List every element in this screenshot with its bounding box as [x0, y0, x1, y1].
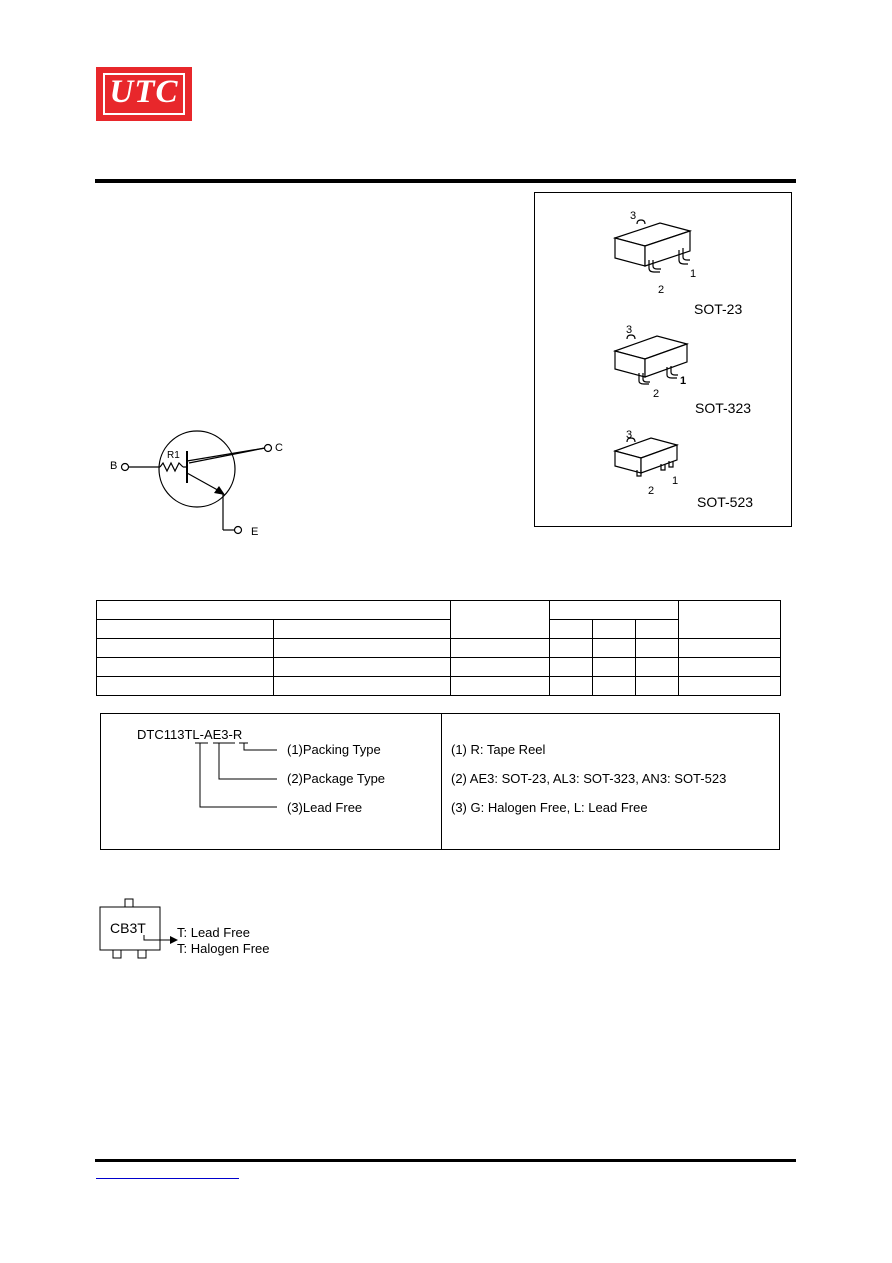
sot523-pin2: 2 [648, 485, 655, 497]
sot523-pin3: 3 [626, 429, 633, 441]
table-row [97, 677, 781, 696]
table-cell [550, 620, 593, 639]
table-cell [593, 620, 636, 639]
table-cell [97, 620, 274, 639]
base-label: B [110, 460, 118, 472]
sot23-pin1: 1 [690, 268, 697, 280]
sot323-pin2: 2 [653, 388, 660, 400]
ordering-table [96, 600, 781, 696]
part-code: DTC113TL-AE3-R [137, 727, 243, 742]
decode-lines [101, 714, 441, 851]
part-number-box [100, 713, 780, 850]
sot323-label: SOT-323 [695, 400, 752, 416]
resistor-label: R1 [167, 450, 180, 461]
note-packing: (1) R: Tape Reel [451, 742, 546, 757]
footer-link[interactable] [96, 1178, 239, 1179]
note-lead: (3) G: Halogen Free, L: Lead Free [451, 800, 648, 815]
legend-lead: (3)Lead Free [287, 800, 363, 815]
note-package: (2) AE3: SOT-23, AL3: SOT-323, AN3: SOT-523 [451, 771, 727, 786]
table-cell [274, 620, 451, 639]
sot523-drawing [611, 433, 691, 488]
table-cell [550, 601, 679, 620]
sot23-label: SOT-23 [694, 301, 743, 317]
table-cell [636, 620, 679, 639]
marking-halogen-free: T: Halogen Free [177, 941, 270, 956]
package-box [534, 192, 792, 527]
footer-rule [95, 1159, 796, 1162]
sot523-pin1: 1 [672, 475, 679, 487]
marking-code: CB3T [110, 920, 146, 936]
legend-package: (2)Package Type [287, 771, 386, 786]
header-rule [95, 179, 796, 183]
utc-logo [96, 67, 192, 121]
table-row [97, 639, 781, 658]
sot323-pin1: 1 [680, 375, 687, 387]
box-divider [441, 714, 442, 849]
table-cell [679, 601, 781, 639]
emitter-label: E [251, 526, 259, 538]
table-row [97, 658, 781, 677]
table-cell [97, 601, 451, 620]
collector-label: C [275, 442, 283, 454]
sot23-drawing [605, 218, 695, 278]
sot23-pin2: 2 [658, 284, 665, 296]
sot23-pin3: 3 [630, 210, 637, 222]
logo-text: UTC [109, 74, 179, 110]
table-cell [451, 601, 550, 639]
legend-packing: (1)Packing Type [287, 742, 381, 757]
sot523-label: SOT-523 [697, 494, 754, 510]
sot323-pin3: 3 [626, 324, 633, 336]
marking-lead-free: T: Lead Free [177, 925, 250, 940]
